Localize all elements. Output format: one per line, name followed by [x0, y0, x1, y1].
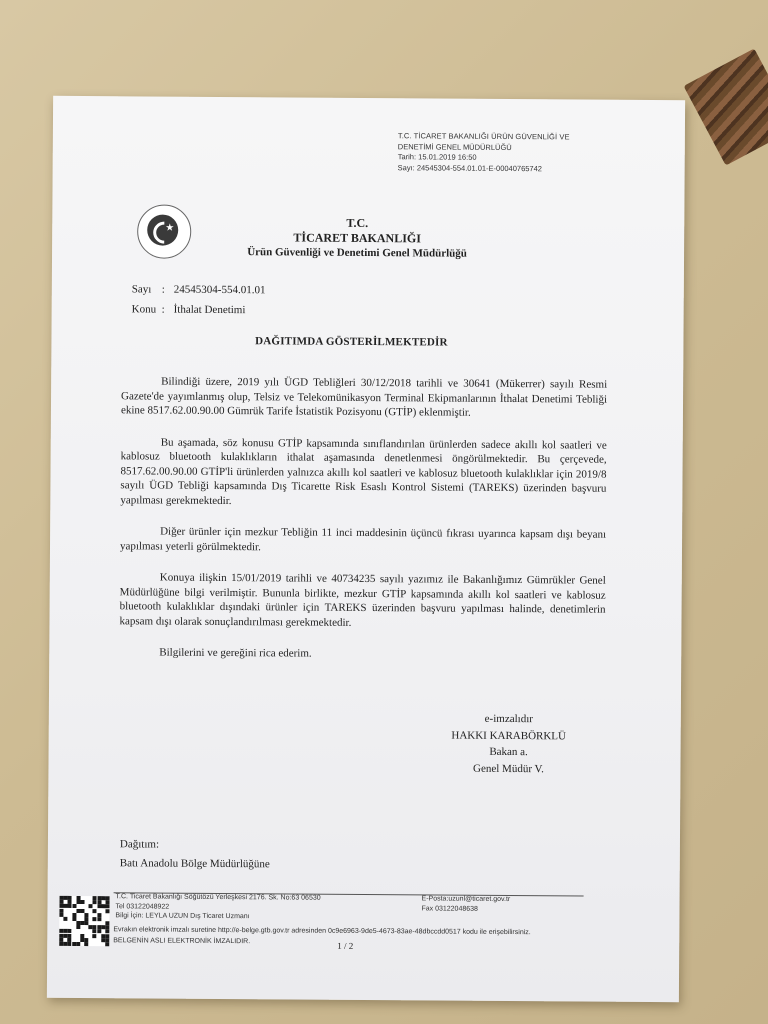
- body-paragraph-3: Diğer ürünler için mezkur Tebliğin 11 inci maddesinin üçüncü fıkrası uyarınca kapsam dışı beyanı yapılması yeterli görülmektedir.: [119, 525, 607, 553]
- reference-number-label: Sayı: [131, 283, 152, 296]
- footer-email: E-Posta:uzunl@ticaret.gov.tr: [421, 895, 511, 904]
- footer-fax: Fax 03122048638: [421, 904, 478, 913]
- footer-contact-right: [421, 894, 601, 914]
- signatory-role: Bakan a.: [489, 745, 528, 759]
- letterhead-ministry: TİCARET BAKANLIĞI: [293, 230, 421, 246]
- letter-body: [119, 374, 607, 680]
- body-paragraph-1: Bilindiği üzere, 2019 yılı ÜGD Tebliğleri 30/12/2018 tarihli ve 30641 (Mükerrer) sayılı Resmi Gazete'de yayımlanmış olup, Telsiz ve Telekomünikasyon Terminal Ekipmanlarının İthalat Denetimi Tebliği ekine 8517.62.00.90.00 Gümrük Tarife İstatistik Pozisyonu (GTİP) eklenmiştir.: [120, 375, 608, 419]
- reference-number-value: 24545304-554.01.01: [173, 283, 266, 297]
- distribution-block: [120, 836, 270, 872]
- subject-label: Konu: [131, 303, 157, 316]
- body-paragraph-4: Konuya ilişkin 15/01/2019 tarihli ve 40734235 sayılı yazımız ile Bakanlığımız Gümrükler Genel Müdürlüğüne bilgi verilmiştir. Bununla birlikte, mezkur GTİP kapsamında akıllı kol saatleri ve kablosuz bluetooth kulaklıklar dışındaki ürünler için TAREKS üzerinden başvuru yapılması halinde, denetimlerin kapsam dışı olarak sonuçlandırılması gerekmektedir.: [119, 571, 606, 629]
- distribution-label: Dağıtım:: [119, 838, 160, 851]
- footer-contact: [115, 892, 395, 922]
- footer-verification: Evrakın elektronik imzalı suretine http://e-belge.gtb.gov.tr adresinden 0c9e6963-9de5-4673-83ae-48dbccdd0517 kodu ile erişebilirsiniz.: [113, 926, 531, 937]
- letterhead: [202, 215, 512, 262]
- star-icon: ★: [165, 222, 175, 234]
- stamp-number: Sayı: 24545304-554.01.01-E-00040765742: [397, 162, 542, 173]
- page-number: 1 / 2: [337, 940, 354, 951]
- subject-row: [132, 299, 266, 320]
- distribution-heading: DAĞITIMDA GÖSTERİLMEKTEDİR: [255, 335, 448, 349]
- signatory-title: Genel Müdür V.: [473, 762, 544, 775]
- letterhead-directorate: Ürün Güvenliği ve Denetimi Genel Müdürlüğü: [247, 246, 467, 260]
- subject-colon: :: [161, 303, 165, 316]
- wooden-object: [684, 48, 768, 165]
- footer-address: T.C. Ticaret Bakanlığı Söğütözü Yerleşkesi 2176. Sk. No:63 06530: [115, 893, 321, 902]
- reference-number-colon: :: [161, 283, 165, 296]
- distribution-recipient: Batı Anadolu Bölge Müdürlüğüne: [119, 857, 270, 871]
- body-paragraph-5: Bilgilerini ve gereğini rica ederim.: [159, 646, 312, 660]
- footer-info: Bilgi İçin: LEYLA UZUN Dış Ticaret Uzmanı: [115, 912, 250, 921]
- ministry-seal-logo: [137, 204, 191, 258]
- stamp-line-2: DENETİMİ GENEL MÜDÜRLÜĞÜ: [397, 141, 512, 152]
- stamp-line-1: T.C. TİCARET BAKANLIĞI ÜRÜN GÜVENLİĞİ VE: [397, 131, 570, 142]
- stamp-date: Tarih: 15.01.2019 16:50: [397, 152, 477, 162]
- letter-page: [47, 96, 685, 1002]
- qr-code: [59, 896, 109, 946]
- reference-number-row: [132, 279, 266, 300]
- e-signed-note: e-imzalıdır: [484, 712, 533, 726]
- footer-copy-note: BELGENİN ASLI ELEKTRONİK İMZALIDIR.: [113, 937, 251, 946]
- seal-emblem: [147, 214, 178, 245]
- signatory-name: HAKKI KARABÖRKLÜ: [451, 729, 567, 742]
- body-paragraph-2: Bu aşamada, söz konusu GTİP kapsamında sınıflandırılan ürünlerden sadece akıllı kol saatleri ve kablosuz bluetooth kulaklıkların ithalat aşamasında denetlenmesi öngörülmektedir. Bu çerçevede, 8517.62.00.90.00 GTİP'li ürünlerden yalnızca akıllı kol saatleri ve kablosuz bluetooth kulaklıklar için 2019/8 sayılı ÜGD Tebliği kapsamında Dış Ticarette Risk Esaslı Kontrol Sistemi (TAREKS) üzerinden başvuru yapılması gerekmektedir.: [120, 436, 607, 507]
- subject-value: İthalat Denetimi: [173, 303, 246, 317]
- signature-block: [418, 710, 598, 777]
- footer-tel: Tel 03122048922: [115, 902, 170, 911]
- document-stamp: [398, 131, 628, 175]
- reference-block: [132, 279, 266, 320]
- letterhead-line-1: T.C.: [346, 215, 369, 231]
